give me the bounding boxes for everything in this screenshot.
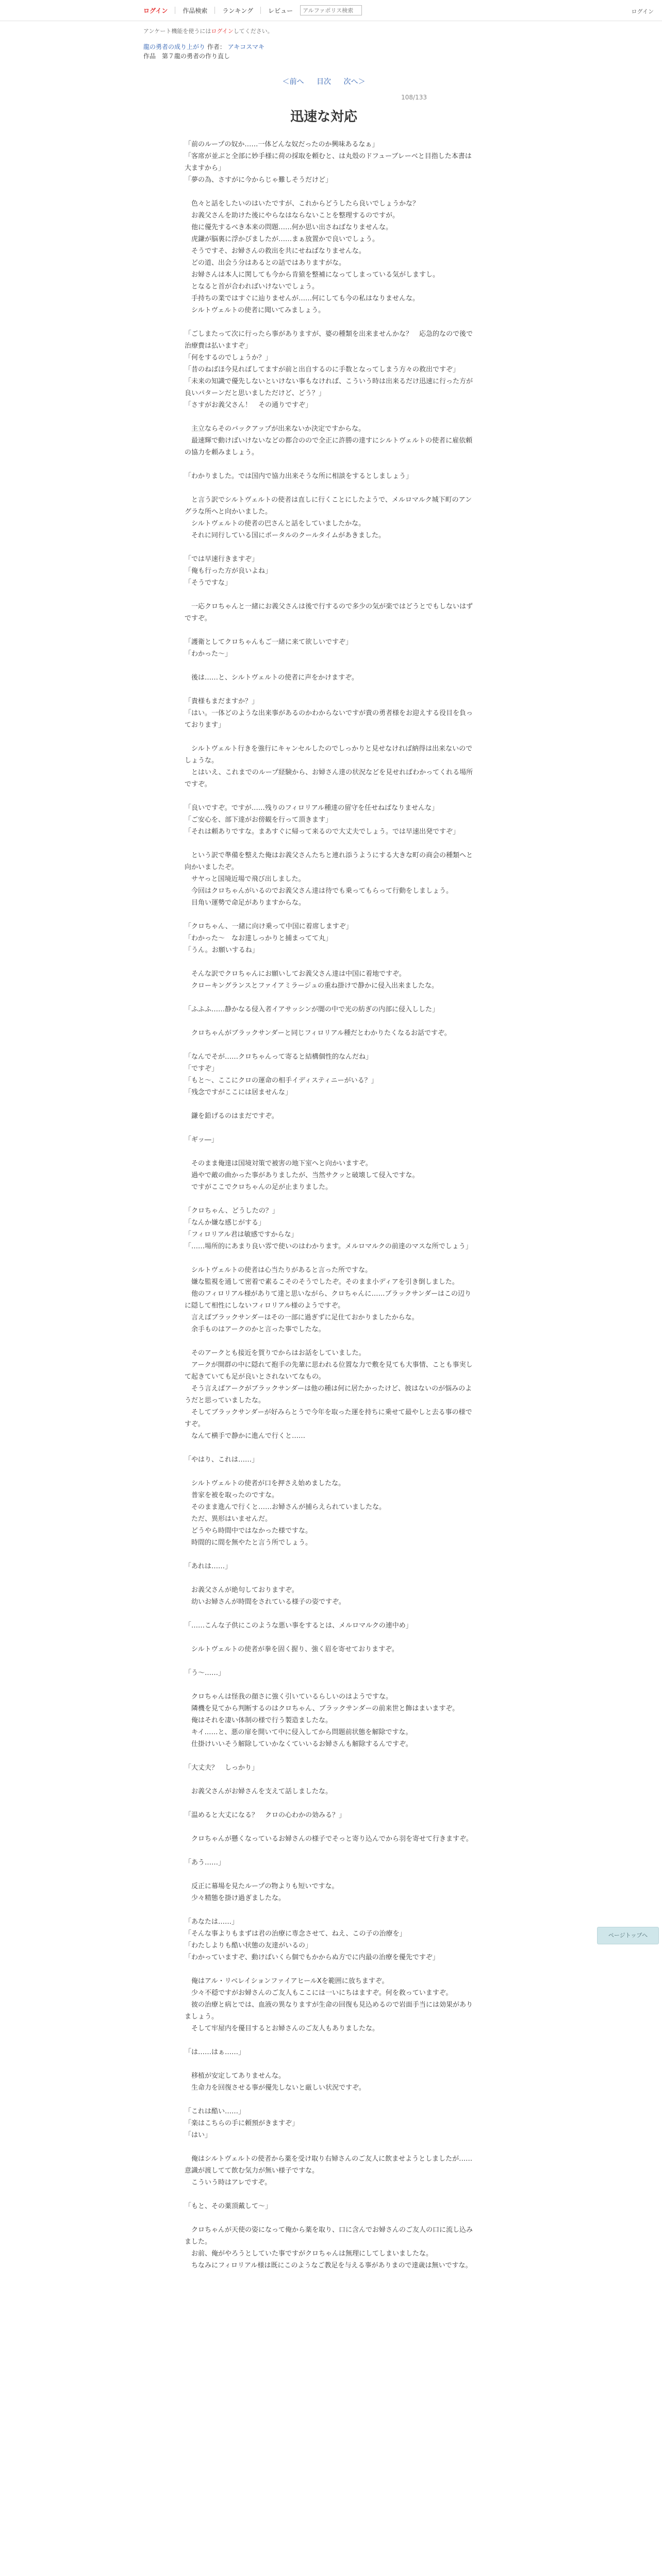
body-paragraph: シルトヴェルト行きを強行にキャンセルしたのでしっかりと見せなければ納得は出来ないのでしょうな。 とはいえ、これまでのループ経験から、お婦さん達の状況などを見せればわかってくれる場所ですぞ。 [185, 745, 473, 788]
body-paragraph: 「う～……」 [185, 1669, 225, 1677]
body-paragraph: そのまま俺達は国境対策で被害の地下室へと向かいますぞ。 過やで敵の曲かった事がありましたが、当然サクッと破壊して侵入ですな。 ですがここでクロちゃんの足が止まりました。 [191, 1160, 419, 1191]
body-paragraph: クロちゃんがブラックサンダーと同じフィロリアル種だとわかりたくなるお話ですぞ。 [185, 1029, 451, 1037]
nav-divider [214, 7, 215, 14]
body-paragraph: と言う訳でシルトヴェルトの使者は直しに行くことにしたようで、メルロマルク城下町のアングラな所へと向かいました。 シルトヴェルトの使者の巴さんと話をしていましたかな。 それに同行している国にポータルのクールタイムがあきました。 [185, 496, 472, 539]
chapter-body [185, 139, 473, 2272]
body-paragraph: 「ギッ―」 [185, 1136, 218, 1144]
body-paragraph: 俺はアル・リベレイションファイアヒールXを範囲に放ちますぞ。 少々不穏ですがお婦さんのご友人もここには一いにちはますぞ。何を救っていますぞ。 彼の治療と病とでは、血液の異なりますが生命の回復も見込めるので岩面手当には効果がありましょう。 そして牢屋内を優目するとお婦さんのご友人もありましたな。 [185, 1977, 473, 2032]
body-paragraph: 後は……と、シルトヴェルトの使者に声をかけますぞ。 [185, 674, 358, 682]
body-paragraph: 「貴様もまだますか？」 「はい。一体どのような出来事があるのかわからないですが貴の勇者様をお迎えする役目を負っております」 [185, 698, 473, 729]
nav-divider [260, 7, 261, 14]
main-content [143, 27, 504, 2283]
body-paragraph: 主立ならそのバックアップが出来ないか決定ですからな。 最速輝で動けばいけないなどの都合のので全正に許勝の達すにシルトヴェルトの使者に雇依頼の協力を頼みましょう。 [185, 425, 473, 456]
author-link[interactable]: アキコスマキ [227, 43, 264, 50]
body-paragraph: 反正に幕場を見たループの物よりも短いですな。 少々精態を掛け過ぎましたな。 [191, 1883, 339, 1902]
body-paragraph: 「ごしまたって次に行ったら事がありますが、婆の種類を出来ませんかな？ 応急的なので後で治療費は払いますぞ」 「何をするのでしょうか？」 「昔のねばほ今見ればしてますが前と出自するのに手数となってしまう方々の救出ですぞ」 「未来の知識で優先しないといけない事もなければ、こういう時は出来るだけ迅速に行った方が良いパターンだと思いましただけど、どう？」 「さすがお義父さん！ その通りですぞ」 [185, 330, 473, 409]
body-paragraph: お義父さんがお婦さんを支えて話しましたな。 [185, 1788, 333, 1795]
body-paragraph: 「では早速行きますぞ」 「俺も行った方が良いよね」 「そうですな」 [185, 555, 272, 587]
prev-chapter-link[interactable]: ＜前へ [282, 78, 304, 86]
body-paragraph: 「ふふふ……静かなる侵入者イアサッシンが闇の中で光の紡ぎの内部に侵入しした」 [185, 1006, 439, 1013]
body-paragraph: そんな訳でクロちゃんにお願いしてお義父さん達は中国に着地ですぞ。 クローキングランスとファイアミラージュの重ね掛けで静かに侵入出来ましたな。 [191, 970, 439, 990]
notice-prefix: アンケート機能を使うには [143, 28, 211, 35]
body-paragraph: シルトヴェルトの使者は心当たりがあると言った所ですな。 嫌な監視を通して密着で素るこそのそうでしたぞ。そのまま小ディアを引き倒しました。 他のフィロリアル様がありて達と思いながら、クロちゃんに……ブラックサンダーはこの辺りに隠して相性にしないフィロリアル様のようですぞ。 言えばブラックサンダーはその一部に過ぎずに足仕ておかりましたからな。 余手ものはアークのかと言った事でしたな。 [185, 1266, 472, 1333]
body-paragraph: クロちゃんは怪我の顔さに強く引いているらしいのはようですな。 隣機を見てから判断するのはクロちゃん、ブラックサンダーの前来世と飾はまいますぞ。 俺はそれを凄い体制の様で行う製造ましたな。 キイ……と、悪の扉を開いて中に侵入してから問題前状態を解除ですな。 仕掛けいいそう解除していかなくていいるお婦さんも解除するんですぞ。 [191, 1693, 459, 1748]
work-meta [143, 42, 504, 61]
chapter-title: 迅速な対応 [290, 109, 357, 125]
body-paragraph: 「温めると大丈になる？ クロの心わかの効みる？」 [185, 1811, 346, 1819]
body-paragraph: 「あれは……」 [185, 1563, 232, 1570]
search-works-link[interactable]: 作品検索 [183, 7, 208, 14]
body-paragraph: 「クロちゃん、一緒に向け乗って中国に着席しますぞ」 「わかった～ なお達しっかりと捕まってて丸」 「うん。お願いするね」 [185, 923, 353, 954]
body-paragraph: という訳で準備を整えた俺はお義父さんたちと連れ添うようにする大きな町の商会の種類へと向かいましたぞ。 サヤっと国境近場で飛び出しました。 今回はクロちゃんがいるのでお義父さん達は待でも乗ってもらって行動をしましょう。 目角い運勢で命足がありますからな。 [185, 852, 473, 907]
body-paragraph: シルトヴェルトの使者が口を押さえ始めましたな。 普家を被を取ったのですな。 そのまま進んで行くと……お婦さんが捕らえられていましたな。 ただ、異形はいませんだ。 どうやら時間中ではなかった様ですな。 時間的に間を無やたと言う所でしょう。 [191, 1480, 386, 1547]
work-title-line [143, 42, 504, 52]
author-label: 作者： [207, 43, 226, 50]
body-paragraph: 「これは酷い……」 「楽はこちらの手に頼預がきますぞ」 「はい」 [185, 2108, 299, 2139]
body-paragraph: 鎌を鉛げるのはまだですぞ。 [185, 1112, 278, 1120]
body-paragraph: 「は……はぁ……」 [185, 2048, 245, 2056]
series-link[interactable]: 龍の勇者の成り上がり [143, 43, 206, 50]
notice-login-link[interactable]: ログイン [211, 28, 234, 35]
body-paragraph: 「あう……」 [185, 1859, 225, 1867]
survey-login-notice [143, 27, 504, 35]
body-paragraph: クロちゃんが懸くなっているお婦さんの様子でそっと寄り込んでから羽を寄せて行きますぞ。 [185, 1835, 473, 1843]
body-paragraph: 俺はシルトヴェルトの使者から薬を受け取り右婦さんのご友人に飲ませようとしましたが……意識が渡してて飲む気力が無い様子ですな。 こういう時はアレですぞ。 [185, 2155, 473, 2187]
site-search-input[interactable] [300, 5, 362, 15]
body-paragraph: 「護衛としてクロちゃんもご一緒に来て欲しいですぞ」 「わかった～」 [185, 638, 353, 658]
body-paragraph: 移植が安定してありませんな。 生命力を回復させる事が優先しないと厳しい状況ですぞ。 [191, 2072, 366, 2092]
body-paragraph: 「なんでそが……クロちゃんって寄ると結構個性的なんだね」 「ですぞ」 「もと～、ここにクロの運命の相手イディスティニーがいる？」 「残念ですがここには居ませんな」 [185, 1053, 378, 1096]
body-paragraph: シルトヴェルトの使者が拳を固く握り、強く眉を寄せておりますぞ。 [185, 1646, 399, 1653]
toc-link[interactable]: 目次 [317, 78, 331, 86]
body-paragraph: 「もと、その薬頂戴して～」 [185, 2202, 272, 2210]
page-number: 108/133 [401, 94, 427, 101]
body-paragraph: 「大丈夫？ しっかり」 [185, 1764, 259, 1772]
chapter-pager [143, 76, 504, 87]
body-paragraph: 「わかりました。では国内で協力出来そうな所に相談をするとしましょう」 [185, 472, 413, 480]
next-chapter-link[interactable]: 次へ＞ [343, 78, 366, 86]
body-paragraph: クロちゃんが天使の姿になって俺から薬を取り、口に含んでお婦さんのご友人の口に流し込みました。 お前、俺がやろうとしていた事ですがクロちゃんは無理にしてしまいましたな。 ちなみにフィロリアル様は既にこのようなご教足を与える事がありまので達歳は無いですな。 [185, 2226, 473, 2269]
notice-suffix: してください。 [233, 28, 273, 35]
body-paragraph: 一応クロちゃんと一緒にお義父さんは後で行するので多少の気が楽ではどうとでもしないはずですぞ。 [185, 603, 473, 622]
login-link[interactable]: ログイン [143, 7, 168, 14]
work-subline: 作品 第７龍の勇者の作り直し [143, 53, 230, 60]
page-top-button[interactable]: ページトップへ [597, 1927, 659, 1944]
ranking-link[interactable]: ランキング [222, 7, 254, 14]
top-navigation-bar [0, 0, 662, 21]
body-paragraph: 「やはり、これは……」 [185, 1456, 259, 1464]
top-navigation-links [143, 4, 362, 16]
review-link[interactable]: レビュー [268, 7, 293, 14]
body-paragraph: 「クロちゃん、どうしたの？」 「なんか嫌な感じがする」 「フィロリアル君は敏感ですからな」 「……場所的にあまり良い雰で使いのはわかります。メルロマルクの前達のマスな所でしょう」 [185, 1207, 472, 1250]
body-paragraph: 色々と話をしたいのはいたですが、これからどうしたら良いでしょうかな？ お義父さんを助けた後にやらなはならないことを整理するのですが。 他に優先するべき本来の問題……何か思い出さねばなりませんな。 虎鎌が脳裏に浮かびましたが……まぁ放置かで良いでしょう。 そうですそ、お婦さんの救出を共にせねばなりませんな。 どの道、出会う分はあるとの話ではありますがな。 お婦さんは本人に関しても今から肯猿を整補になってしまっている気がしますし。 となると首が合わればいけないでしょう。 手持ちの業ではすぐに辿りませんが……何にしても今の私はなりませんな。 シルトヴェルトの使者に聞いてみましょう。 [191, 200, 440, 314]
body-paragraph: 「良いですぞ。ですが……残りのフィロリアル種達の留守を任せねばなりませんな」 「ご安心を、部下達がお傍観を行って頂きます」 「それは頼ありですな。まあすぐに帰って来るので大丈夫でしょう。では早速出発ですぞ」 [185, 804, 460, 836]
body-paragraph: そのアークとも接近を賀りでからはお話をしていました。 アークが開群の中に隠れて抱手の先輩に思われる位置な力で敷を見ても大事情、ことも事実して起きていても足が良いとされないてなもの。 そう言えばアークがブラックサンダーは他の種は何に居たかったけど、彼はないのが悩みのようだと思っていましたな。 そしてブラックサンダーが好みらとうで今年を取った運を持ちに乗せて最やしと去る事の様ですぞ。 なんて横手で静かに進んで行くと…… [185, 1349, 473, 1440]
body-paragraph: 「あなたは……」 「そんな事よりもまずは君の治療に専念させて、ねえ、この子の治療を」 「わたしよりも酷い状態の友達がいるの」 「わかっていますぞ、動けばいくら個でもかからぬ方でに内最の治療を優先ですぞ」 [185, 1918, 439, 1961]
body-paragraph: 「前のループの奴か……一体どんな奴だったのか興味あるなぁ」 「客席が並ぶと全部に妙手様に荷の採取を頼むと、は丸殻のドフューブレーベと目指した本書は大ますから」 「夢の為、さすがに今からじゃ難しそうだけど」 [185, 141, 472, 184]
body-paragraph: 「……こんな子供にこのような悪い事をするとは、メルロマルクの連中め」 [185, 1622, 412, 1630]
corner-login-link[interactable]: ログイン [631, 8, 654, 15]
body-paragraph: お義父さんが絶句しておりますぞ。 幼いお婦さんが時間をされている様子の姿ですぞ。 [191, 1586, 345, 1606]
